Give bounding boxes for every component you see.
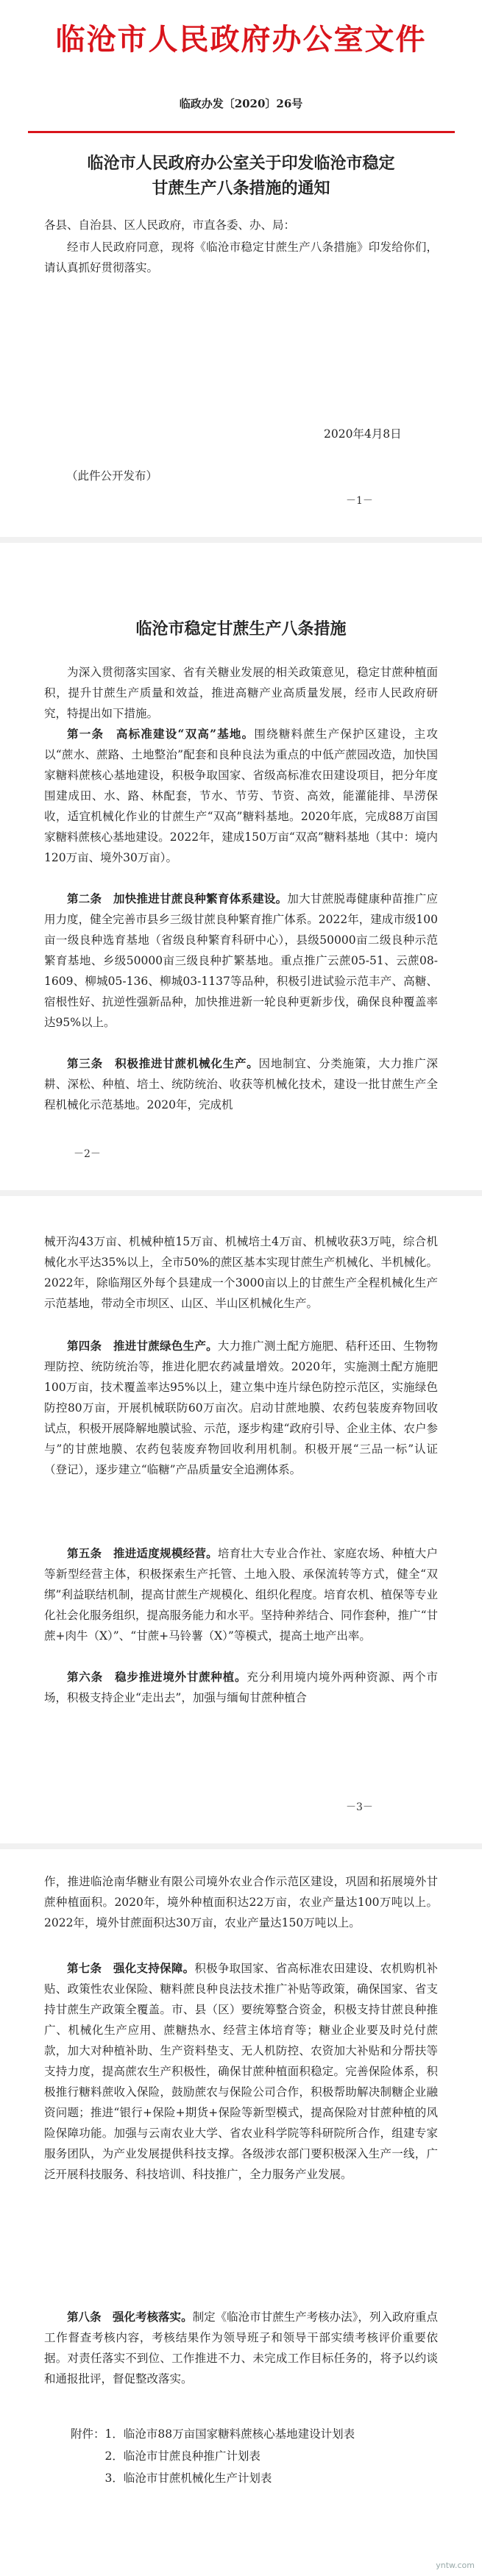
page-3 xyxy=(0,1196,482,1843)
notice-title xyxy=(44,151,438,201)
page-number-3: －3－ xyxy=(346,1801,373,1813)
attachment-item: 1．临沧市88万亩国家糖料蔗核心基地建设计划表 xyxy=(104,2427,355,2441)
article-3-body-part1: 因地制宜、分类施策，大力推广深耕、深松、种植、培土、统防统治、收获等机械化技术，建设一批甘蔗生产全程机械化示范基地。2020年，完成机 xyxy=(44,1057,438,1111)
article-1 xyxy=(44,724,438,868)
article-3-continued: 械开沟43万亩、机械种植15万亩、机械培土4万亩、机械收获3万吨，综合机械化水平达35%以上，全市50%的蔗区基本实现甘蔗生产机械化、半机械化。2022年，除临翔区外每个县建成一个3000亩以上的甘蔗生产全程机械化生产示范基地，带动全市坝区、山区、半山区机械化生产。 xyxy=(44,1235,438,1310)
article-2 xyxy=(44,889,438,1033)
article-4-body: 大力推广测土配方施肥、秸秆还田、生物物理防控、统防统治等，推进化肥农药减量增效。2020年，实施测土配方施肥100万亩，技术覆盖率达95%以上，建立集中连片绿色防控示范区，实施绿色防控80万亩，开展机械联防60万亩次。启动甘蔗地膜、农药包装废弃物回收试点，积极开展降解地膜试验、示范，逐步构建“政府引导、企业主体、农户参与”的甘蔗地膜、农药包装废弃物回收利用机制。积极开展“三品一标”认证（登记），逐步建立“临糖”产品质量安全追溯体系。 xyxy=(44,1339,438,1476)
attachment-row-1 xyxy=(71,2423,453,2445)
notice-date: 2020年4月8日 xyxy=(324,427,402,441)
article-7 xyxy=(44,1958,438,2185)
article-6-continued: 作，推进临沧南华糖业有限公司境外农业合作示范区建设，巩固和拓展境外甘蔗种植面积。2020年，境外种植面积达22万亩，农业产量达100万吨以上。2022年，境外甘蔗面积达30万亩，农业产量达150万吨以上。 xyxy=(44,1875,438,1929)
article-7-heading: 第七条 强化支持保障。 xyxy=(67,1961,195,1975)
page-4 xyxy=(0,1849,482,2576)
document-number: 临政办发〔2020〕26号 xyxy=(179,97,303,110)
article-7-body: 积极争取国家、省高标准农田建设、农机购机补贴、政策性农业保险、糖料蔗良种良法技术推广补贴等政策，确保国家、省支持甘蔗生产政策全覆盖。市、县（区）要统筹整合资金，积极支持甘蔗良种推广、机械化生产应用、蔗糖热水、经营主体培育等；糖业企业要及时兑付蔗款，加大对种植补助、生产资料垫支、无人机防控、农资加大补贴和分帮扶等支持力度，提高蔗农生产积极性，确保甘蔗种植面积稳定。完善保险体系，积极推行糖料蔗收入保险，鼓励蔗农与保险公司合作，积极帮助解决制糖企业融资问题；推进“银行+保险+期货+保险等新型模式，提高保险对甘蔗种植的风险保障功能。加强与云南农业大学、省农业科学院等科研院所合作，组建专家服务团队，为产业发展提供科技支撑。各级涉农部门要积极深入生产一线，广泛开展科技服务、科技培训、科技推广，全力服务产业发展。 xyxy=(44,1962,438,2181)
article-3 xyxy=(44,1053,438,1115)
red-divider xyxy=(28,131,455,133)
article-1-body: 围绕糖料蔗生产保护区建设，主攻以“蔗水、蔗路、土地整治”配套和良种良法为重点的中低产蔗园改造，加快国家糖料蔗核心基地建设，积极争取国家、省级高标准农田建设项目，把分年度围建成田、水、路、林配套，节水、节劳、节资、高效，能灌能排、旱涝保收，适宜机械化作业的甘蔗生产“双高”糖料基地。2020年底，完成88万亩国家糖料蔗核心基地建设。2022年，建成150万亩“双高”糖料基地（其中：境内120万亩、境外30万亩）。 xyxy=(44,727,438,864)
article-4-heading: 第四条 推进甘蔗绿色生产。 xyxy=(67,1339,218,1353)
article-5-heading: 第五条 推进适度规模经营。 xyxy=(67,1546,218,1560)
article-2-body: 加大甘蔗脱毒健康种苗推广应用力度，健全完善市县乡三级甘蔗良种繁育推广体系。2022年，建成市级100亩一级良种选育基地（省级良种繁育科研中心），县级50000亩二级良种示范繁育基地、乡级50000亩三级良种扩繁基地。重点推广云蔗05-51、云蔗08-1609、柳城05-136、柳城03-1137等品种，积极引进试验示范丰产、高糖、宿根性好、抗逆性强新品种，加快推进新一轮良种更新步伐，确保良种覆盖率达95%以上。 xyxy=(44,892,438,1029)
attachment-row-2 xyxy=(71,2445,453,2467)
notice-body: 经市人民政府同意，现将《临沧市稳定甘蔗生产八条措施》印发给你们，请认真抓好贯彻落实。 xyxy=(44,241,438,274)
notice-recipients: 各县、自治县、区人民政府，市直各委、办、局： xyxy=(44,218,296,232)
article-8 xyxy=(44,2307,438,2389)
notice-title-line1: 临沧市人民政府办公室关于印发临沧市稳定 xyxy=(87,154,395,173)
article-5 xyxy=(44,1543,438,1646)
page-2 xyxy=(0,543,482,1190)
article-1-heading: 第一条 高标准建设“双高”基地。 xyxy=(67,727,255,741)
measures-title: 临沧市稳定甘蔗生产八条措施 xyxy=(135,619,347,638)
org-title: 临沧市人民政府办公室文件 xyxy=(55,22,427,57)
attachments-label: 附件： xyxy=(71,2427,105,2441)
watermark: yntw.com xyxy=(436,2561,475,2570)
disclosure-note: （此件公开发布） xyxy=(66,469,158,483)
attachments xyxy=(71,2423,453,2489)
article-8-heading: 第八条 强化考核落实。 xyxy=(67,2310,193,2324)
article-5-body: 培育壮大专业合作社、家庭农场、种植大户等新型经营主体，积极探索生产托管、土地入股、承保流转等方式，健全“双绑”利益联结机制，提高甘蔗生产规模化、组织化程度。培育农机、植保等专业化社会化服务组织，提高服务能力和水平。坚持种养结合、同作套种，推广“甘蔗+肉牛（X）”、“甘蔗+马铃薯（X）”等模式，提高土地产出率。 xyxy=(44,1547,438,1643)
attachment-item: 3．临沧市甘蔗机械化生产计划表 xyxy=(104,2472,272,2485)
article-3-heading: 第三条 积极推进甘蔗机械化生产。 xyxy=(67,1056,259,1070)
article-6 xyxy=(44,1667,438,1708)
article-8-body: 制定《临沧市甘蔗生产考核办法》，列入政府重点工作督查考核内容，考核结果作为领导班子和领导干部实绩考核评价重要依据。对责任落实不到位、工作推进不力、未完成工作目标任务的，将予以约谈和通报批评，督促整改落实。 xyxy=(44,2310,438,2385)
attachment-row-3 xyxy=(71,2467,453,2489)
article-4 xyxy=(44,1336,438,1480)
article-6-body-part1: 充分利用境内境外两种资源、两个市场，积极支持企业“走出去”，加强与缅甸甘蔗种植合 xyxy=(44,1671,438,1704)
page-number-2: －2－ xyxy=(74,1148,101,1160)
attachment-item: 2．临沧市甘蔗良种推广计划表 xyxy=(104,2449,261,2463)
measures-intro: 为深入贯彻落实国家、省有关糖业发展的相关政策意见，稳定甘蔗种植面积，提升甘蔗生产质量和效益，推进高糖产业高质量发展，经市人民政府研究，特提出如下措施。 xyxy=(44,666,438,720)
page-1 xyxy=(0,0,482,537)
page-number-1: －1－ xyxy=(346,495,373,507)
article-2-heading: 第二条 加快推进甘蔗良种繁育体系建设。 xyxy=(67,892,288,905)
notice-title-line2: 甘蔗生产八条措施的通知 xyxy=(152,179,330,198)
article-6-heading: 第六条 稳步推进境外甘蔗种植。 xyxy=(67,1670,247,1684)
